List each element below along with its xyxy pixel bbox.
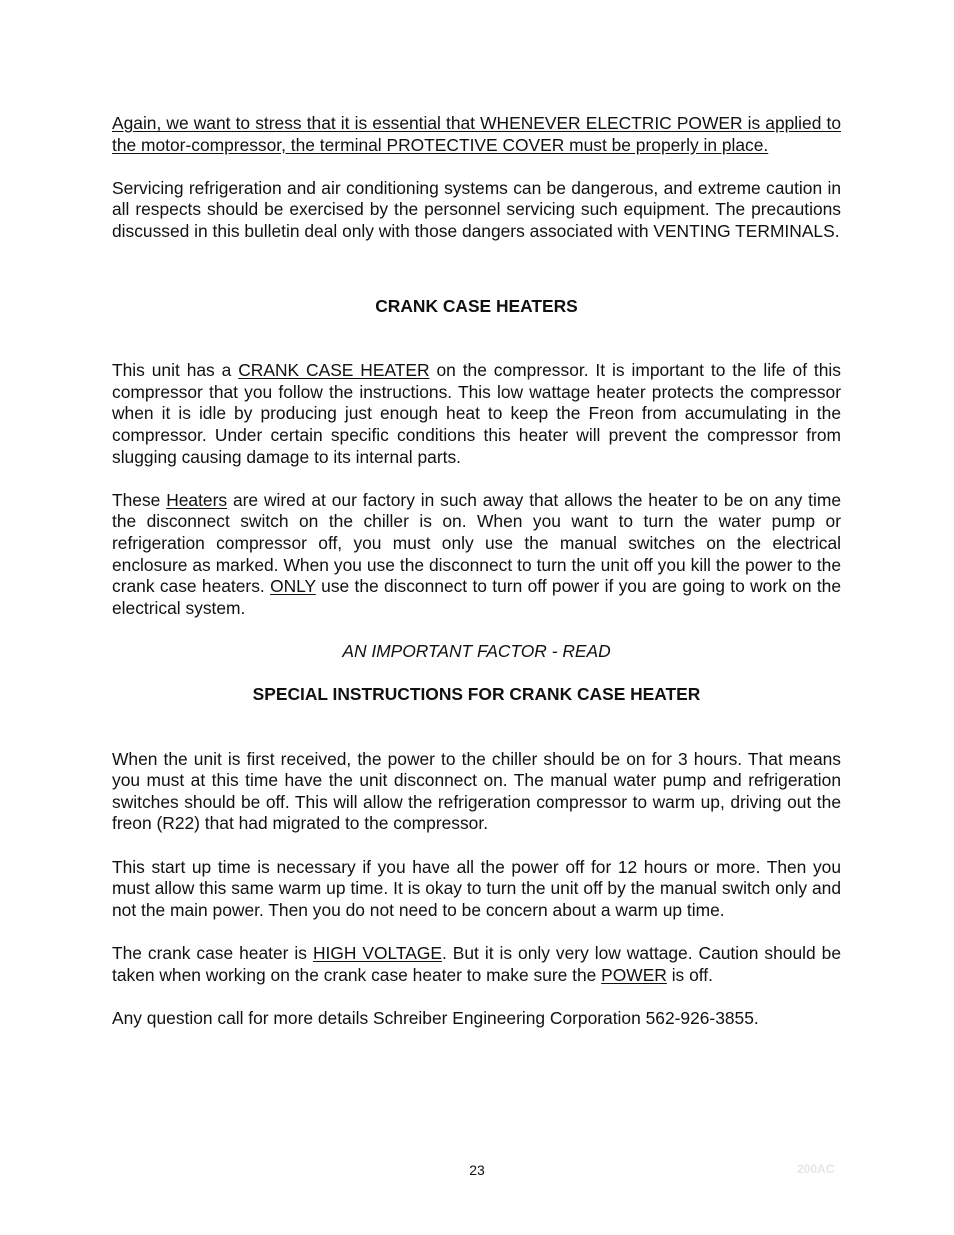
document-body xyxy=(112,113,841,1029)
heaters-underlined: Heaters xyxy=(166,489,228,510)
warning-paragraph xyxy=(112,113,841,156)
servicing-paragraph: Servicing refrigeration and air conditioning systems can be dangerous, and extreme caution in all respects should be exercised by the personnel servicing such equipment. The precautions discussed in this bulletin deal only with those dangers associated with VENTING TERMINALS. xyxy=(112,177,841,241)
warning-text: Again, we want to stress that it is essential that WHENEVER ELECTRIC POWER is applied to the motor-compressor, the terminal PROTECTIVE COVER must be properly in place. xyxy=(112,113,841,155)
crank-case-intro-paragraph: This unit has a CRANK CASE HEATER on the compressor. It is important to the life of this compressor that you follow the instructions. This low wattage heater protects the compressor when it is idle by producing just enough heat to keep the Freon from accumulating in the compressor. Under certain specific conditions this heater will prevent the compressor from slugging causing damage to its internal parts. xyxy=(112,360,841,467)
special-instructions-heading: SPECIAL INSTRUCTIONS FOR CRANK CASE HEATER xyxy=(252,684,701,705)
high-voltage-paragraph: The crank case heater is HIGH VOLTAGE. But it is only very low wattage. Caution should be taken when working on the crank case heater to make sure the POWER is off. xyxy=(112,943,841,985)
contact-paragraph: Any question call for more details Schreiber Engineering Corporation 562-926-3855. xyxy=(112,1007,759,1028)
page-number: 23 xyxy=(469,1162,485,1178)
power-underlined: POWER xyxy=(601,964,667,985)
first-received-paragraph: When the unit is first received, the power to the chiller should be on for 3 hours. That means you must at this time have the unit disconnect on. The manual water pump and refrigeration switches should be off. This will allow the refrigeration compressor to warm up, driving out the freon (R22) that had migrated to the compressor. xyxy=(112,748,841,834)
document-code: 200AC xyxy=(797,1162,835,1176)
important-factor-heading: AN IMPORTANT FACTOR - READ xyxy=(342,640,611,661)
start-up-time-paragraph: This start up time is necessary if you have all the power off for 12 hours or more. Then you must allow this same warm up time. It is okay to turn the unit off by the manual switch only and not the main power. Then you do not need to be concern about a warm up time. xyxy=(112,856,841,920)
crank-case-heaters-heading: CRANK CASE HEATERS xyxy=(375,295,578,316)
high-voltage-underlined: HIGH VOLTAGE xyxy=(312,943,442,963)
heaters-wiring-paragraph: These Heaters are wired at our factory in such away that allows the heater to be on any time the disconnect switch on the chiller is on. When you want to turn the water pump or refrigeration compressor off, you must only use the manual switches on the electrical enclosure as marked. When you use the disconnect to turn the unit off you kill the power to the crank case heaters. ONLY use the disconnect to turn off power if you are going to work on the electrical system. xyxy=(112,489,841,618)
only-underlined: ONLY xyxy=(270,576,316,597)
crank-case-heater-underlined: CRANK CASE HEATER xyxy=(238,360,430,381)
